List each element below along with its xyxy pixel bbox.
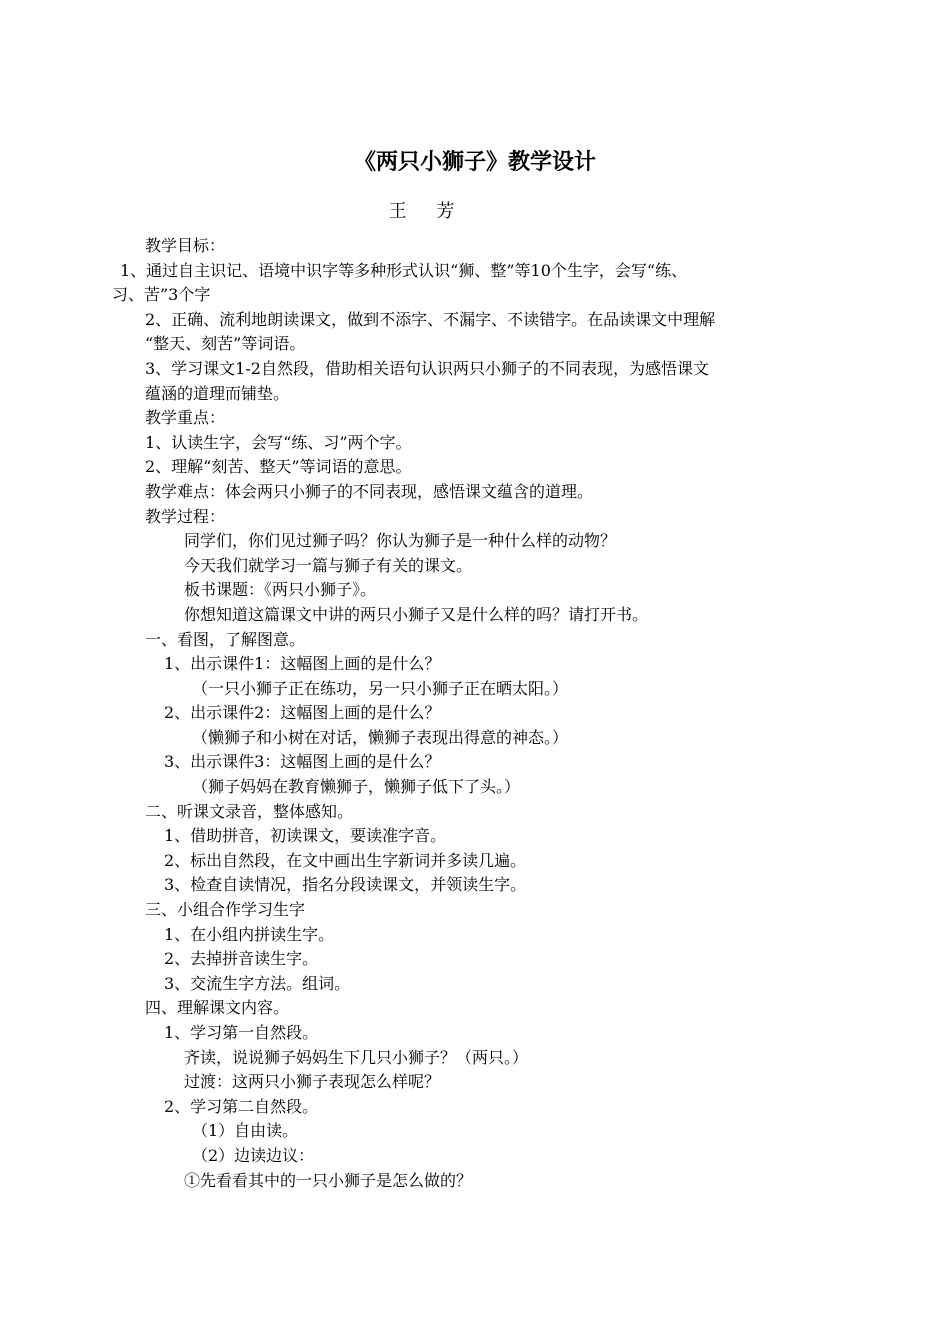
text-line: 板书课题：《两只小狮子》。 [184,580,377,600]
text-line: 教学难点：体会两只小狮子的不同表现，感悟课文蕴含的道理。 [145,481,594,501]
text-line: 2、去掉拼音读生字。 [164,949,319,969]
text-line: （2）边读边议： [192,1145,315,1165]
text-line: 2、学习第二自然段。 [164,1096,319,1116]
text-line: 三、小组合作学习生字 [145,900,306,920]
text-line: ①先看看其中的一只小狮子是怎么做的？ [184,1170,473,1190]
text-line: 你想知道这篇课文中讲的两只小狮子又是什么样的吗？请打开书。 [184,604,649,624]
document-body [112,234,826,1193]
document-title: 《两只小狮子》教学设计 [353,149,596,175]
document-author: 王 芳 [388,201,467,222]
text-line: 3、学习课文1-2自然段，借助相关语句认识两只小狮子的不同表现，为感悟课文 [145,358,709,378]
text-line: 同学们，你们见过狮子吗？你认为狮子是一种什么样的动物？ [184,531,617,551]
text-line: 2、出示课件2：这幅图上画的是什么？ [164,703,441,723]
text-line: （1）自由读。 [192,1121,299,1141]
text-line: 习、苦”3个字 [112,285,211,305]
text-line: 一、看图，了解图意。 [145,629,306,649]
text-line: （懒狮子和小树在对话，懒狮子表现出得意的神态。） [192,727,569,747]
text-line: 今天我们就学习一篇与狮子有关的课文。 [184,555,473,575]
text-line: 2、理解“刻苦、整天”等词语的意思。 [145,457,412,477]
text-line: 1、出示课件1：这幅图上画的是什么？ [164,654,441,674]
text-line: “整天、刻苦”等词语。 [145,334,306,354]
text-line: 3、出示课件3：这幅图上画的是什么？ [164,752,441,772]
text-line: 齐读，说说狮子妈妈生下几只小狮子？（两只。） [184,1047,529,1067]
text-line: 2、正确、流利地朗读课文，做到不添字、不漏字、不读错字。在品读课文中理解 [145,309,716,329]
text-line: 四、理解课文内容。 [145,998,290,1018]
text-line: 二、听课文录音，整体感知。 [145,801,354,821]
text-line: 3、检查自读情况，指名分段读课文，并领读生字。 [164,875,527,895]
text-line: 教学重点： [145,408,226,428]
text-line: 1、认读生字，会写“练、习”两个字。 [145,432,412,452]
text-line: 3、交流生字方法。组词。 [164,973,351,993]
text-line: 蕴涵的道理而铺垫。 [145,383,290,403]
text-line: 1、在小组内拼读生字。 [164,924,335,944]
text-line: 2、标出自然段，在文中画出生字新词并多读几遍。 [164,850,527,870]
text-line: 1、借助拼音，初读课文，要读准字音。 [164,826,447,846]
text-line: 教学过程： [145,506,226,526]
text-line: 教学目标： [145,236,226,255]
text-line: 过渡：这两只小狮子表现怎么样呢？ [184,1072,441,1092]
text-line: （一只小狮子正在练功，另一只小狮子正在晒太阳。） [192,678,569,698]
text-line: （狮子妈妈在教育懒狮子，懒狮子低下了头。） [192,777,521,797]
text-line: 1、学习第一自然段。 [164,1023,319,1042]
text-line: 1、通过自主识记、语境中识字等多种形式认识“狮、整”等10个生字，会写“练、 [120,260,688,280]
